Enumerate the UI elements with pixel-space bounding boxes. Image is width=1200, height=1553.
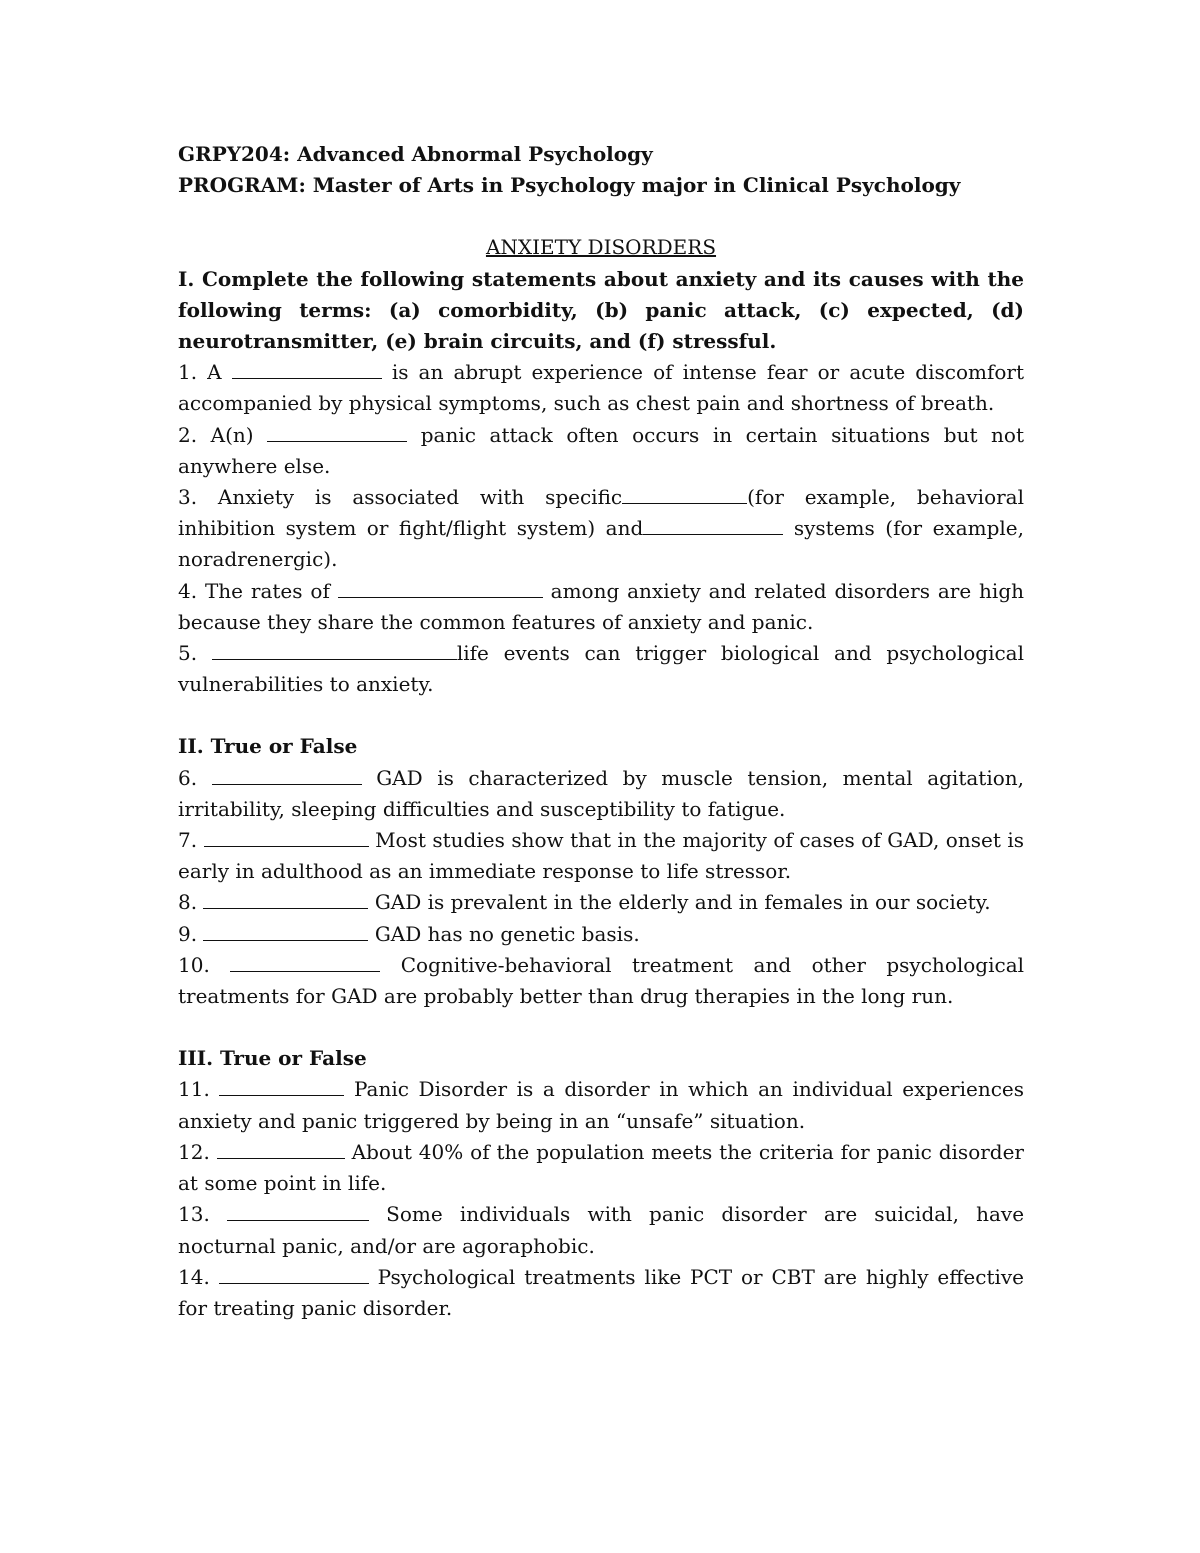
spacer: [178, 700, 1024, 731]
answer-blank[interactable]: [227, 1200, 369, 1221]
answer-blank[interactable]: [230, 951, 380, 972]
question-text-part-b: (for example, behavioral inhibition system or fight/flight system) and: [178, 485, 1024, 541]
question-number: 12.: [178, 1139, 210, 1164]
section1-instruction: I. Complete the following statements about anxiety and its causes with the following terms: (a) comorbidity, (b) panic attack, (c) expected, (d) neurotransmitter, (e) brain circuits, and (f) stressful.: [178, 266, 1024, 354]
question-3: [178, 482, 1024, 576]
question-number: 9.: [178, 921, 198, 946]
answer-blank[interactable]: [203, 888, 368, 909]
answer-blank[interactable]: [212, 639, 457, 660]
question-8: [178, 887, 1024, 918]
answer-blank[interactable]: [643, 514, 783, 535]
question-text: Panic Disorder is a disorder in which an individual experiences anxiety and panic triggered by being in an “unsafe” situation.: [178, 1077, 1025, 1133]
answer-blank[interactable]: [219, 1075, 344, 1096]
question-number: 13.: [178, 1202, 210, 1227]
question-11: [178, 1074, 1024, 1136]
question-number: 7.: [178, 828, 198, 853]
question-number: 14.: [178, 1264, 210, 1289]
program-line: PROGRAM: Master of Arts in Psychology major in Clinical Psychology: [178, 173, 961, 198]
question-number: 8.: [178, 890, 198, 915]
question-4: [178, 576, 1024, 638]
question-text: panic attack often occurs in certain situations but not anywhere else.: [178, 422, 1025, 478]
question-text: is an abrupt experience of intense fear or acute discomfort accompanied by physical symptoms, such as chest pain and shortness of breath.: [178, 360, 1025, 416]
question-text-part-c: systems (for example, noradrenergic).: [178, 516, 1024, 572]
question-number: 6.: [178, 765, 198, 790]
question-text: GAD has no genetic basis.: [374, 921, 640, 946]
question-number: 5.: [178, 641, 198, 666]
answer-blank[interactable]: [204, 826, 369, 847]
question-14: [178, 1262, 1024, 1324]
question-text: among anxiety and related disorders are high because they share the common features of anxiety and panic.: [178, 578, 1025, 634]
question-5: [178, 638, 1024, 700]
question-text: GAD is characterized by muscle tension, mental agitation, irritability, sleeping difficulties and susceptibility to fatigue.: [178, 765, 1024, 821]
answer-blank[interactable]: [232, 358, 382, 379]
question-text: About 40% of the population meets the criteria for panic disorder at some point in life.: [178, 1139, 1024, 1196]
question-6: [178, 763, 1024, 825]
question-10: [178, 950, 1024, 1012]
question-text: Some individuals with panic disorder are suicidal, have nocturnal panic, and/or are agoraphobic.: [178, 1202, 1025, 1258]
question-number: 2. A(n): [178, 422, 254, 447]
question-text: life events can trigger biological and psychological vulnerabilities to anxiety.: [178, 641, 1025, 697]
question-number: 1. A: [178, 360, 222, 385]
answer-blank[interactable]: [217, 1138, 345, 1159]
question-2: [178, 420, 1024, 482]
question-text-part-a: 3. Anxiety is associated with specific: [178, 485, 623, 510]
answer-blank[interactable]: [203, 920, 368, 941]
question-number: 4. The rates of: [178, 578, 330, 603]
question-1: [178, 357, 1024, 419]
question-number: 10.: [178, 952, 210, 977]
question-text: GAD is prevalent in the elderly and in females in our society.: [374, 890, 991, 915]
question-text: Psychological treatments like PCT or CBT are highly effective for treating panic disorder.: [178, 1264, 1025, 1320]
course-title: GRPY204: Advanced Abnormal Psychology: [178, 142, 653, 166]
question-7: [178, 825, 1024, 887]
section3-heading: III. True or False: [178, 1046, 367, 1071]
question-12: [178, 1137, 1024, 1199]
answer-blank[interactable]: [622, 483, 747, 504]
answer-blank[interactable]: [267, 421, 407, 442]
page-title: ANXIETY DISORDERS: [485, 235, 717, 260]
question-9: [178, 919, 1024, 950]
question-13: [178, 1199, 1024, 1261]
answer-blank[interactable]: [212, 764, 362, 785]
spacer: [178, 1012, 1024, 1043]
question-number: 11.: [178, 1077, 210, 1102]
question-text: Cognitive-behavioral treatment and other psychological treatments for GAD are probably better than drug therapies in the long run.: [178, 952, 1025, 1009]
answer-blank[interactable]: [219, 1263, 369, 1284]
section2-heading: II. True or False: [178, 734, 358, 759]
question-text: Most studies show that in the majority of cases of GAD, onset is early in adulthood as an immediate response to life stressor.: [178, 828, 1024, 884]
answer-blank[interactable]: [338, 577, 543, 598]
document-content: [178, 139, 1024, 1324]
